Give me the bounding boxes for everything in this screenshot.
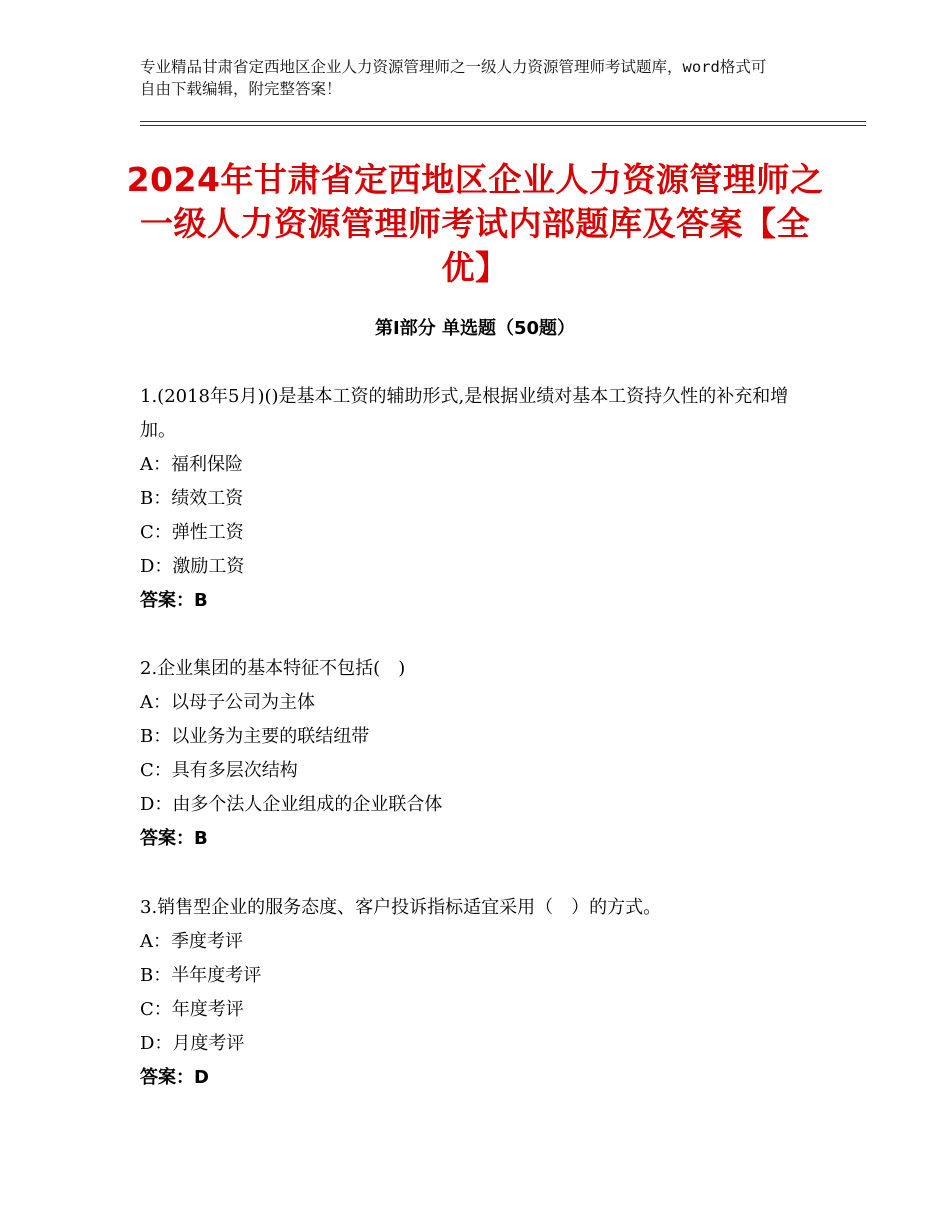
option-d: D：激励工资: [140, 556, 245, 577]
option-c: C：年度考评: [140, 999, 244, 1020]
answer: 答案：B: [140, 828, 208, 849]
header-note: 专业精品甘肃省定西地区企业人力资源管理师之一级人力资源管理师考试题库，word格式可自由下载编辑，附完整答案！: [140, 58, 767, 98]
question-1: [140, 380, 820, 618]
option-b: B：半年度考评: [140, 965, 262, 986]
option-b: B：以业务为主要的联结纽带: [140, 726, 370, 747]
document-title: 2024年甘肃省定西地区企业人力资源管理师之一级人力资源管理师考试内部题库及答案【全优】: [126, 160, 824, 287]
answer: 答案：B: [140, 590, 208, 611]
question-3: [140, 891, 820, 1095]
option-a: A：福利保险: [140, 454, 243, 475]
option-d: D：由多个法人企业组成的企业联合体: [140, 794, 443, 815]
option-a: A：以母子公司为主体: [140, 692, 315, 713]
option-c: C：弹性工资: [140, 522, 244, 543]
header-rule-top: [140, 121, 866, 122]
answer: 答案：D: [140, 1067, 209, 1088]
question-text: 1.(2018年5月)()是基本工资的辅助形式,是根据业绩对基本工资持久性的补充和增加。: [140, 386, 789, 441]
question-2: [140, 652, 820, 856]
option-c: C：具有多层次结构: [140, 760, 298, 781]
option-d: D：月度考评: [140, 1033, 245, 1054]
question-text: 2.企业集团的基本特征不包括( ): [140, 658, 406, 679]
question-text: 3.销售型企业的服务态度、客户投诉指标适宜采用（ ）的方式。: [140, 897, 662, 918]
section-title: 第Ⅰ部分 单选题（50题）: [374, 318, 575, 339]
option-a: A：季度考评: [140, 931, 243, 952]
header-rule-bottom: [140, 125, 866, 126]
option-b: B：绩效工资: [140, 488, 244, 509]
